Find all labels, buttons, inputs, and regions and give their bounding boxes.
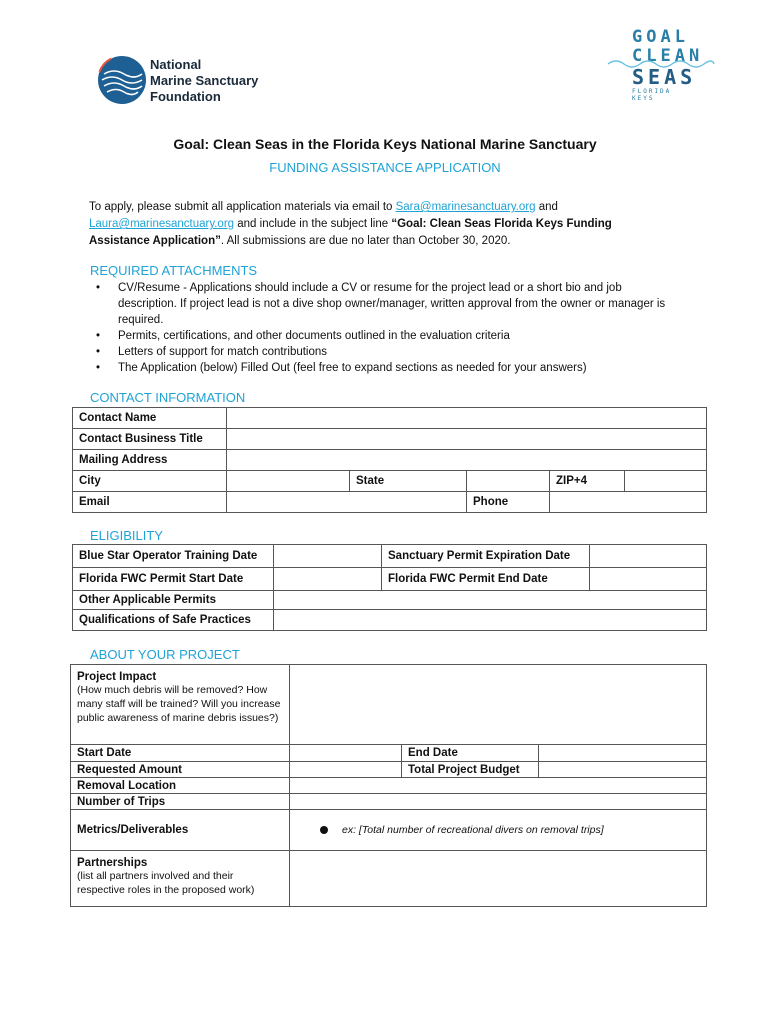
mailing-address-field[interactable] xyxy=(227,450,707,471)
number-of-trips-field[interactable] xyxy=(290,794,707,810)
contact-table xyxy=(72,407,707,513)
list-item: • CV/Resume - Applications should include a CV or resume for the project lead or a short bio and job description. If project lead is not a dive shop owner/manager, written approval from the owner or manager is required. xyxy=(90,280,670,328)
fwc-start-label: Florida FWC Permit Start Date xyxy=(73,568,274,591)
blue-star-field[interactable] xyxy=(274,545,382,568)
total-budget-label: Total Project Budget xyxy=(402,762,539,778)
email-field[interactable] xyxy=(227,492,467,513)
total-budget-field[interactable] xyxy=(539,762,707,778)
project-impact-field[interactable] xyxy=(290,665,707,745)
other-permits-field[interactable] xyxy=(274,591,707,610)
page-title: Goal: Clean Seas in the Florida Keys National Marine Sanctuary xyxy=(173,136,597,152)
eligibility-heading: ELIGIBILITY xyxy=(90,528,163,543)
contact-heading: CONTACT INFORMATION xyxy=(90,390,246,405)
attachments-heading: REQUIRED ATTACHMENTS xyxy=(90,263,258,278)
nmsf-logo-icon xyxy=(96,54,148,106)
city-label: City xyxy=(73,471,227,492)
removal-location-label: Removal Location xyxy=(71,778,290,794)
wave-icon xyxy=(606,56,716,70)
safe-practices-field[interactable] xyxy=(274,610,707,631)
end-date-field[interactable] xyxy=(539,745,707,762)
fwc-end-label: Florida FWC Permit End Date xyxy=(382,568,590,591)
email-label: Email xyxy=(73,492,227,513)
attachments-list xyxy=(90,280,670,376)
project-impact-cell xyxy=(71,665,290,745)
sanctuary-permit-label: Sanctuary Permit Expiration Date xyxy=(382,545,590,568)
metrics-field[interactable] xyxy=(290,810,707,851)
sanctuary-permit-field[interactable] xyxy=(590,545,707,568)
blue-star-label: Blue Star Operator Training Date xyxy=(73,545,274,568)
phone-label: Phone xyxy=(467,492,550,513)
project-impact-note: (How much debris will be removed? How many staff will be trained? Will you increase public awareness of marine debris issues?) xyxy=(77,684,281,724)
goal-clean-seas-logo: GOAL CLEAN SEAS FLORIDA KEYS xyxy=(632,27,704,102)
partnerships-field[interactable] xyxy=(290,851,707,907)
phone-field[interactable] xyxy=(550,492,707,513)
partnerships-label: Partnerships xyxy=(77,857,148,869)
partnerships-cell xyxy=(71,851,290,907)
other-permits-label: Other Applicable Permits xyxy=(73,591,274,610)
list-item: • Permits, certifications, and other documents outlined in the evaluation criteria xyxy=(90,328,670,344)
end-date-label: End Date xyxy=(402,745,539,762)
bullet-icon xyxy=(320,826,328,834)
metrics-label: Metrics/Deliverables xyxy=(71,810,290,851)
start-date-field[interactable] xyxy=(290,745,402,762)
contact-name-field[interactable] xyxy=(227,408,707,429)
project-table xyxy=(70,664,707,907)
business-title-label: Contact Business Title xyxy=(73,429,227,450)
state-field[interactable] xyxy=(467,471,550,492)
mailing-address-label: Mailing Address xyxy=(73,450,227,471)
list-item: • Letters of support for match contributions xyxy=(90,344,670,360)
nmsf-logo-text: National Marine Sanctuary Foundation xyxy=(150,57,259,104)
fwc-end-field[interactable] xyxy=(590,568,707,591)
fwc-start-field[interactable] xyxy=(274,568,382,591)
zip-field[interactable] xyxy=(625,471,707,492)
email-link-laura[interactable]: Laura@marinesanctuary.org xyxy=(89,218,235,230)
metrics-example: ex: [Total number of recreational divers on removal trips] xyxy=(342,824,604,836)
page-subtitle: FUNDING ASSISTANCE APPLICATION xyxy=(269,160,501,175)
city-field[interactable] xyxy=(227,471,350,492)
contact-name-label: Contact Name xyxy=(73,408,227,429)
state-label: State xyxy=(350,471,467,492)
list-item: • The Application (below) Filled Out (feel free to expand sections as needed for your answers) xyxy=(90,360,670,376)
project-impact-label: Project Impact xyxy=(77,671,157,683)
eligibility-table xyxy=(72,544,707,631)
requested-amount-label: Requested Amount xyxy=(71,762,290,778)
safe-practices-label: Qualifications of Safe Practices xyxy=(73,610,274,631)
start-date-label: Start Date xyxy=(71,745,290,762)
project-heading: ABOUT YOUR PROJECT xyxy=(90,647,240,662)
business-title-field[interactable] xyxy=(227,429,707,450)
requested-amount-field[interactable] xyxy=(290,762,402,778)
email-link-sara[interactable]: Sara@marinesanctuary.org xyxy=(395,201,536,213)
zip-label: ZIP+4 xyxy=(550,471,625,492)
number-of-trips-label: Number of Trips xyxy=(71,794,290,810)
removal-location-field[interactable] xyxy=(290,778,707,794)
partnerships-note: (list all partners involved and their respective roles in the proposed work) xyxy=(77,870,255,896)
intro-paragraph: To apply, please submit all application materials via email to Sara@marinesanctuary.org and Laura@marinesanctuary.org and include in the subject line “Goal: Clean Seas Florida Keys Funding Assistance Application”. All submissions are due no later than October 30, 2020. xyxy=(89,201,612,247)
